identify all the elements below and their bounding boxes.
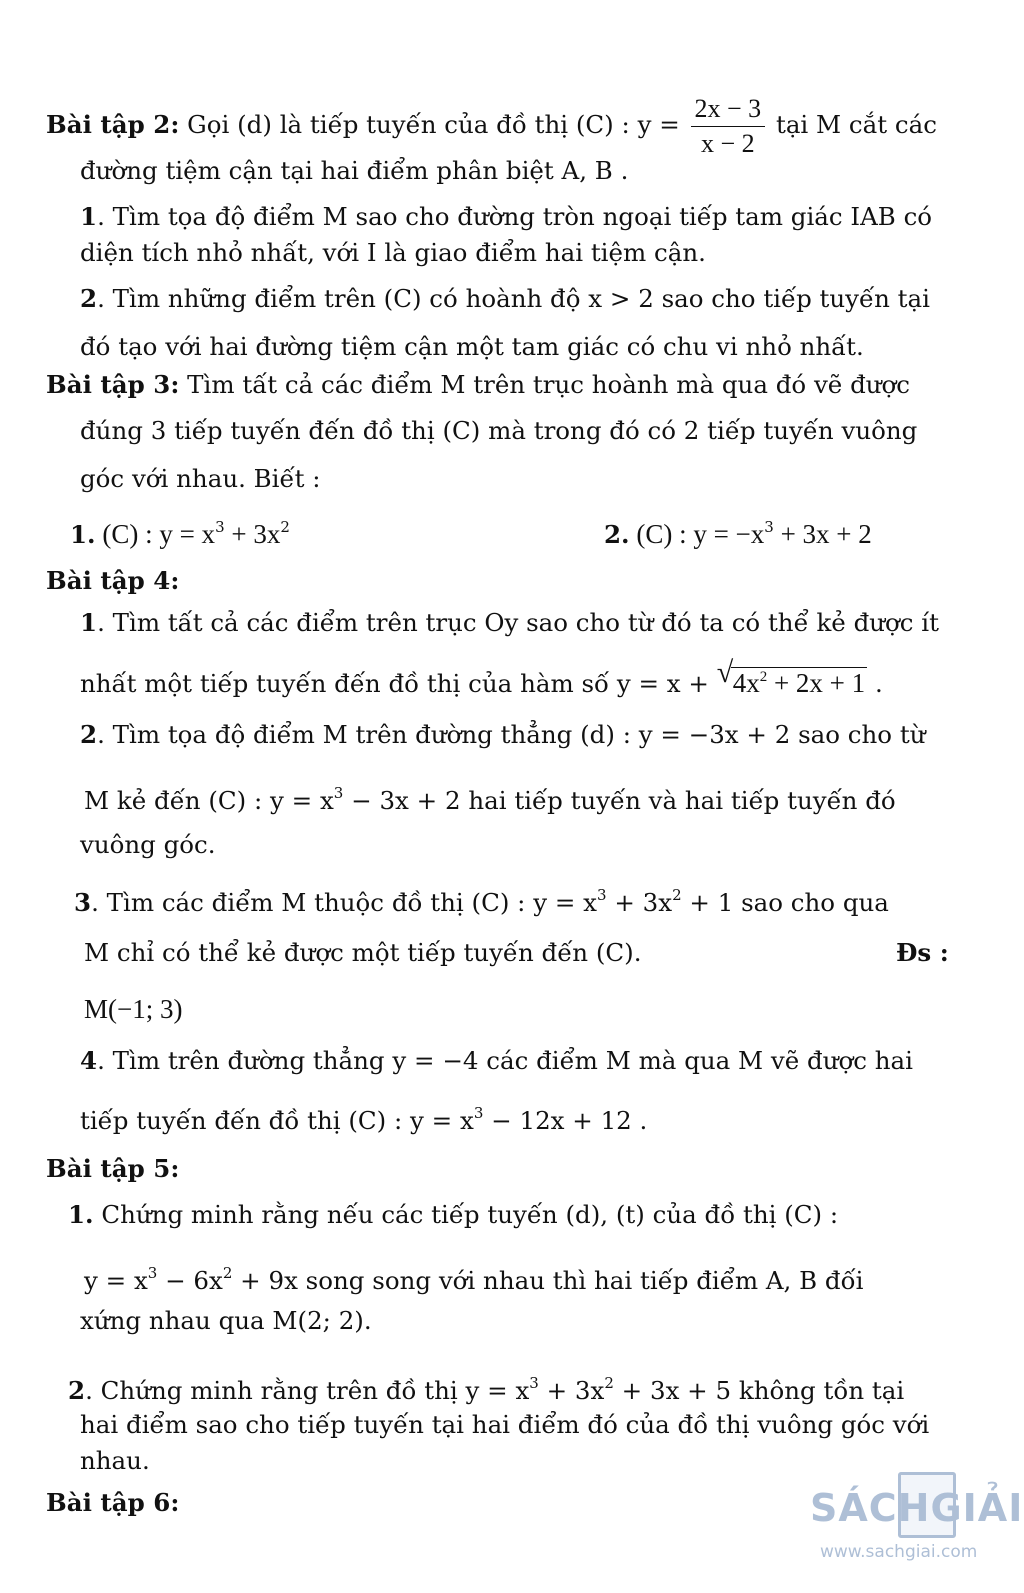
bt5-p1-line-2 [84,1256,952,1298]
bt4-p3-num: 3 [74,888,92,917]
bt5-p1-text-2b: − 6x [157,1266,223,1295]
bt2-text-a: Gọi (d) là tiếp tuyến của đồ thị (C) : y = [187,110,688,139]
bt4-p2-line-1 [80,718,952,752]
bt4-label: Bài tập 4: [46,566,180,595]
bt6-label: Bài tập 6: [46,1488,180,1517]
bt4-p4-num: 4 [80,1046,98,1075]
bt2-p1-text: . Tìm tọa độ điểm M sao cho đường tròn ngoại tiếp tam giác IAB có [97,202,933,231]
bt2-fraction [691,94,766,159]
bt4-p4-text-2a: tiếp tuyến đến đồ thị (C) : y = x [80,1106,474,1135]
bt2-p1-num: 1 [80,202,98,231]
bt5-p2-line-3: nhau. [80,1446,150,1475]
bt2-text-b: tại M cắt các [768,110,937,139]
bt5-p2-exp-a: 3 [529,1374,539,1392]
bt2-p1-line-2: diện tích nhỏ nhất, với I là giao điểm hai tiệm cận. [80,238,706,267]
bt4-rad-b: + 2x + 1 [767,668,866,698]
bt5-p2-text-1b: + 3x [538,1376,605,1405]
bt3-case-1-eq-b: + 3x [224,519,281,549]
bt4-p1-text-2: nhất một tiếp tuyến đến đồ thị của hàm số y = x + [80,669,717,698]
bt4-p1-text: . Tìm tất cả các điểm trên trục Oy sao cho từ đó ta có thể kẻ được ít [97,608,939,637]
bt4-p4-exp: 3 [473,1104,484,1122]
bt3-case-2-exp: 3 [764,518,774,536]
bt4-p4-line-1 [80,1044,952,1078]
bt4-p1-line-1 [80,606,952,640]
bt4-p3-line-2: M chỉ có thể kẻ được một tiếp tuyến đến (C). [84,938,642,967]
bt5-p2-line-1 [68,1366,952,1408]
bt4-p3-text-1c: + 1 sao cho qua [681,888,889,917]
bt2-line-1 [46,94,952,159]
bt4-p3-exp-b: 2 [672,886,682,904]
bt3-case-2-eq-b: + 3x + 2 [773,519,872,549]
sqrt-symbol-icon: √ [716,656,734,689]
bt5-p2-exp-b: 2 [604,1374,614,1392]
bt3-case-1-exp-b: 2 [280,518,290,536]
bt2-line-2: đường tiệm cận tại hai điểm phân biệt A, B . [80,156,629,185]
bt4-p1-num: 1 [80,608,98,637]
bt4-p3-exp-a: 3 [597,886,607,904]
bt2-frac-num: 2x − 3 [691,94,766,127]
bt3-label: Bài tập 3: [46,370,180,399]
bt4-p1-end: . [867,669,883,698]
bt3-case-2 [604,510,984,552]
bt4-p2-exp: 3 [333,784,344,802]
bt2-frac-den: x − 2 [701,129,755,158]
bt4-p4-line-2 [80,1096,952,1138]
bt3-text-1: Tìm tất cả các điểm M trên trục hoành mà qua đó vẽ được [179,370,911,399]
bt2-p1-line-1 [80,200,952,234]
bt5-p2-line-2: hai điểm sao cho tiếp tuyến tại hai điểm đó của đồ thị vuông góc với [80,1410,930,1439]
bt4-p3-answer-label: Đs : [896,938,949,967]
bt4-p2-text-2b: − 3x + 2 hai tiếp tuyến và hai tiếp tuyến đó [343,786,896,815]
bt4-p4-text-2b: − 12x + 12 . [483,1106,648,1135]
bt4-p2-text: . Tìm tọa độ điểm M trên đường thẳng (d) : y = −3x + 2 sao cho từ [97,720,926,749]
bt2-p2-line-2: đó tạo với hai đường tiệm cận một tam giác có chu vi nhỏ nhất. [80,332,864,361]
bt3-line-2: đúng 3 tiếp tuyến đến đồ thị (C) mà trong đó có 2 tiếp tuyến vuông [80,416,918,445]
bt5-p2-text-1c: + 3x + 5 không tồn tại [613,1376,905,1405]
sachgiai-logo [810,1468,1024,1578]
bt5-p1-exp-a: 3 [147,1264,158,1282]
bt5-p2-num: 2 [68,1376,86,1405]
bt3-case-2-eq-a: (C) : y = −x [629,519,765,549]
bt4-p3-answer: M(−1; 3) [84,994,183,1024]
bt4-sqrt [716,656,867,700]
bt3-case-1 [70,510,470,552]
bt3-case-2-num: 2. [604,520,630,549]
bt5-p1-exp-b: 2 [222,1264,233,1282]
bt4-p2-num: 2 [80,720,98,749]
bt4-p1-line-2 [80,656,952,701]
logo-brand-text: SÁCHGIẢI [810,1486,1024,1530]
bt4-p2-text-2a: M kẻ đến (C) : y = x [84,786,334,815]
bt5-p1-line-1 [68,1198,952,1232]
bt5-p1-line-3: xứng nhau qua M(2; 2). [80,1306,372,1335]
bt4-p2-line-3: vuông góc. [80,830,216,859]
bt4-p3-text-1a: . Tìm các điểm M thuộc đồ thị (C) : y = x [91,888,597,917]
bt4-rad-exp: 2 [759,669,768,685]
bt2-p2-text: . Tìm những điểm trên (C) có hoành độ x > 2 sao cho tiếp tuyến tại [97,284,930,313]
bt5-p1-text-2a: y = x [84,1266,148,1295]
bt4-p3-text-1b: + 3x [606,888,673,917]
logo-url-text: www.sachgiai.com [820,1542,978,1562]
bt2-p2-line-1 [80,282,952,316]
bt5-p2-text-1a: . Chứng minh rằng trên đồ thị y = x [85,1376,530,1405]
bt5-p1-num: 1. [68,1200,94,1229]
bt3-line-1 [46,368,952,402]
bt3-case-1-eq-a: (C) : y = x [95,519,216,549]
bt2-p2-num: 2 [80,284,98,313]
bt4-rad-a: 4x [732,668,760,698]
bt5-p1-text-2c: + 9x song song với nhau thì hai tiếp điểm A, B đối [232,1266,864,1295]
bt5-p1-text: Chứng minh rằng nếu các tiếp tuyến (d), (t) của đồ thị (C) : [93,1200,839,1229]
bt4-p3-line-1 [74,878,952,920]
bt4-p2-line-2 [84,776,952,818]
bt2-label: Bài tập 2: [46,110,180,139]
bt3-case-1-num: 1. [70,520,96,549]
bt5-label: Bài tập 5: [46,1154,180,1183]
bt4-p4-text: . Tìm trên đường thẳng y = −4 các điểm M mà qua M vẽ được hai [97,1046,914,1075]
bt3-case-1-exp-a: 3 [215,518,225,536]
bt3-line-3: góc với nhau. Biết : [80,464,321,493]
